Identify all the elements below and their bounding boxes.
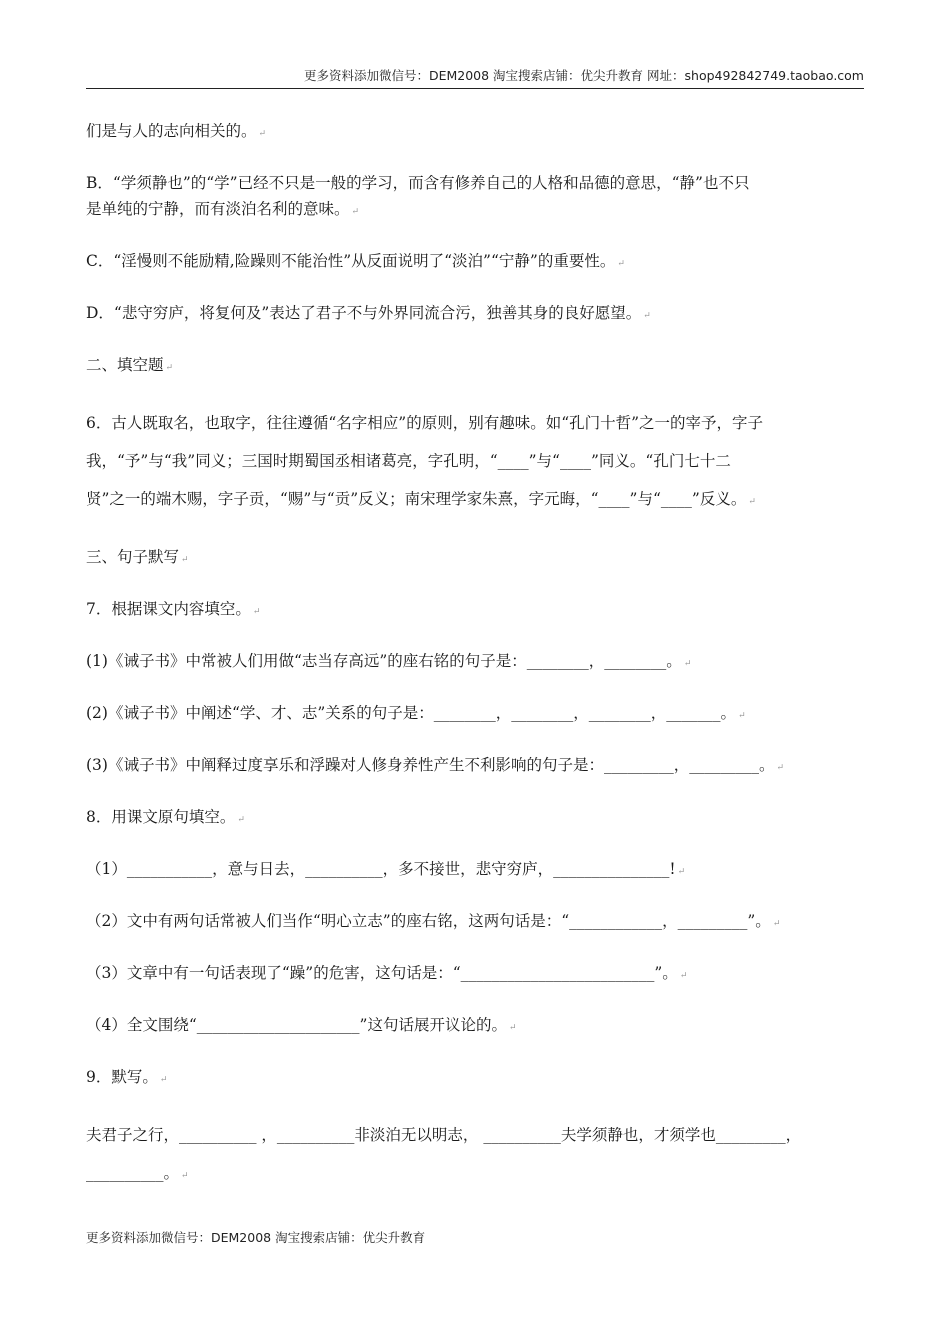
question-8-2: （2）文中有两句话常被人们当作“明心立志”的座右铭，这两句话是：“____________，_________”。 ↵	[86, 912, 781, 930]
option-b: B．“学须静也”的“学”已经不只是一般的学习，而含有修养自己的人格和品德的意思，“静”也不只 是单纯的宁静，而有淡泊名利的意味。 ↵	[86, 174, 750, 218]
question-7-3: (3)《诫子书》中阐释过度享乐和浮躁对人修身养性产生不利影响的句子是：_________，_________。 ↵	[86, 756, 785, 774]
question-7-1: (1)《诫子书》中常被人们用做“志当存高远”的座右铭的句子是：________，________。 ↵	[86, 652, 692, 670]
option-c: C．“淫慢则不能励精,险躁则不能治性”从反面说明了“淡泊”“宁静”的重要性。 ↵	[86, 252, 625, 270]
question-8: 8．用课文原句填空。 ↵	[86, 808, 245, 826]
question-8-1: （1）___________，意与日去，__________，多不接世，悲守穷庐，_______________! ↵	[86, 860, 686, 878]
question-9-body: 夫君子之行，__________ ，__________非淡泊无以明志， __________夫学须静也，才须学也_________， __________。 ↵	[86, 1126, 802, 1182]
question-9: 9．默写。 ↵	[86, 1068, 168, 1086]
option-a-tail: 们是与人的志向相关的。 ↵	[86, 122, 267, 140]
question-7-2: (2)《诫子书》中阐述“学、才、志”关系的句子是：________，________，________，_______。 ↵	[86, 704, 746, 722]
question-6: 6．古人既取名，也取字，往往遵循“名字相应”的原则，别有趣味。如“孔门十哲”之一的宰予，字子 我，“予”与“我”同义；三国时期蜀国丞相诸葛亮，字孔明，“____”与“____”同义。“孔门七十二 贤”之一的端木赐，字子贡，“赐”与“贡”反义；南宋理学家朱熹，字元晦，“____”与“____”反义。 ↵	[86, 414, 764, 508]
header-text: 更多资料添加微信号：DEM2008 淘宝搜索店铺：优尖升教育 网址：shop492842749.taobao.com	[303, 68, 864, 83]
section-heading-recitation: 三、句子默写 ↵	[86, 548, 189, 566]
footer-text: 更多资料添加微信号：DEM2008 淘宝搜索店铺：优尖升教育	[86, 1230, 426, 1245]
question-8-3: （3）文章中有一句话表现了“躁”的危害，这句话是：“_________________________”。 ↵	[86, 964, 688, 982]
section-heading-fill-in: 二、填空题 ↵	[86, 356, 174, 374]
document-body	[86, 118, 866, 1218]
question-8-4: （4）全文围绕“_____________________”这句话展开议论的。 ↵	[86, 1016, 517, 1034]
page-header	[86, 66, 864, 89]
page-footer	[86, 1228, 425, 1246]
question-7: 7．根据课文内容填空。 ↵	[86, 600, 261, 618]
option-d: D．“悲守穷庐，将复何及”表达了君子不与外界同流合污，独善其身的良好愿望。 ↵	[86, 304, 651, 322]
